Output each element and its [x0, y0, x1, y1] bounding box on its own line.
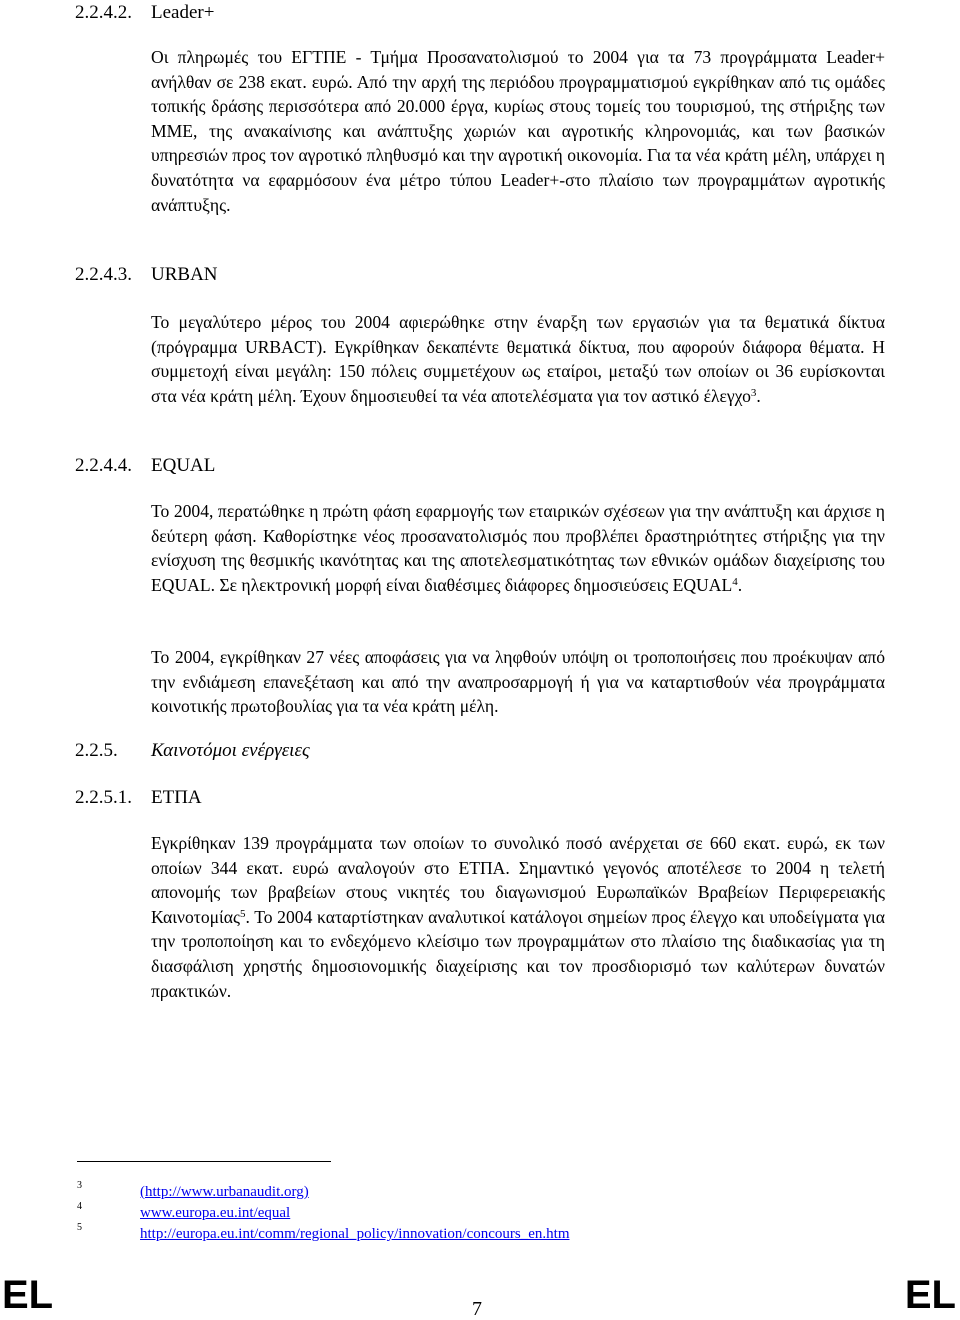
footnote-number: 4: [77, 1201, 82, 1212]
footnote-ref-4: 4: [732, 575, 738, 588]
footnote-separator: [77, 1161, 331, 1162]
section-title: Καινοτόμοι ενέργειες: [151, 740, 310, 761]
section-title: EQUAL: [151, 455, 216, 476]
section-heading-equal: [75, 454, 215, 478]
paragraph-etpa: Εγκρίθηκαν 139 προγράμματα των οποίων το συνολικό ποσό ανέρχεται σε 660 εκατ. ευρώ, εκ των οποίων 344 εκατ. ευρώ αναλογούν στο ΕΤΠΑ. Σημαντικό γεγονός αποτέλεσε το 2004 η τελετή απονομής των βραβείων στους νικητές του διαγωνισμού Ευρωπαϊκών Βραβείων Περιφερειακής Καινοτομίας$^5$. Το 2004 καταρτίστηκαν αναλυτικοί κατάλογοι σημείων προς έλεγχο και υποδείγματα για την τροποποίηση και το ενδεχόμενο κλείσιμο των προγραμμάτων στο πλαίσιο της διαδικασίας για τη διασφάλιση χρηστής δημοσιονομικής διαχείρισης και τον προσδιορισμό των καλύτερων δυνατών πρακτικών.: [151, 833, 885, 1001]
language-code-right: EL: [904, 1273, 956, 1317]
footnote-link[interactable]: (http://www.urbanaudit.org): [140, 1184, 309, 1200]
footnote-link[interactable]: www.europa.eu.int/equal: [140, 1205, 291, 1221]
section-number: 2.2.4.2.: [75, 2, 132, 23]
paragraph-equal-1: Το 2004, περατώθηκε η πρώτη φάση εφαρμογής των εταιρικών σχέσεων για την ανάπτυξη και άρχισε η δεύτερη φάση. Καθορίστηκε νέος προσανατολισμός που προβλέπει δραστηριότητες στήριξης για την ενίσχυση της θεσμικής ικανότητας και της αποτελεσματικότητας των εθνικών ομάδων διαχείρισης του EQUAL. Σε ηλεκτρονική μορφή είναι διαθέσιμες διάφορες δημοσιεύσεις EQUAL$^4$.: [151, 501, 885, 595]
section-heading-etpa: [75, 786, 202, 810]
paragraph-equal-2: Το 2004, εγκρίθηκαν 27 νέες αποφάσεις για να ληφθούν υπόψη οι τροποποιήσεις που προέκυψαν από την ενδιάμεση επανεξέταση και από την αναπροσαρμογή ή για να καταρτισθούν νέα προγράμματα κοινοτικής πρωτοβουλίας για τα νέα κράτη μέλη.: [151, 647, 885, 717]
section-heading-urban: [75, 263, 218, 287]
paragraph-leader: Οι πληρωμές του ΕΓΤΠΕ - Τμήμα Προσανατολισμού το 2004 για τα 73 προγράμματα Leader+ ανήλθαν σε 238 εκατ. ευρώ. Από την αρχή της περιόδου προγραμματισμού εγκρίθηκαν από τις ομάδες τοπικής δράσης περισσότερα από 20.000 έργα, κυρίως στους τομείς του τουρισμού, της στήριξης των ΜΜΕ, της ανακαίνισης και ανάπτυξης χωριών και αγροτικής κληρονομιάς, και των βασικών υπηρεσιών προς τον αγροτικό πληθυσμό και την αγροτική οικονομία. Για τα νέα κράτη μέλη, υπάρχει η δυνατότητα να εφαρμόσουν ένα μέτρο τύπου Leader+-στο πλαίσιο των προγραμμάτων αγροτικής ανάπτυξης.: [151, 47, 885, 215]
language-code-left: EL: [2, 1273, 54, 1317]
section-heading-leader: [75, 1, 214, 25]
section-title: ΕΤΠΑ: [151, 787, 202, 808]
section-heading-innovative: [75, 739, 310, 763]
section-title: URBAN: [151, 264, 218, 285]
paragraph-urban: Το μεγαλύτερο μέρος του 2004 αφιερώθηκε στην έναρξη των εργασιών για τα θεματικά δίκτυα (πρόγραμμα URBACT). Εγκρίθηκαν δεκαπέντε θεματικά δίκτυα, που αφορούν διάφορα θέματα. Η συμμετοχή είναι μεγάλη: 150 πόλεις συμμετέχουν ως εταίροι, μεταξύ των οποίων οι 36 ευρίσκονται στα νέα κράτη μέλη. Έχουν δημοσιευθεί τα νέα αποτελέσματα για τον αστικό έλεγχο$^3$.: [151, 312, 885, 406]
section-number: 2.2.5.: [75, 740, 118, 761]
footnote-link[interactable]: http://europa.eu.int/comm/regional_policy/innovation/concours_en.htm: [140, 1226, 570, 1242]
footnote-ref-5: 5: [239, 907, 246, 920]
footnote-ref-3: 3: [750, 386, 757, 399]
footnote-number: 5: [77, 1222, 82, 1233]
section-title: Leader+: [151, 2, 215, 23]
section-number: 2.2.4.3.: [75, 264, 132, 285]
footnote-number: 3: [77, 1180, 82, 1191]
page-number: 7: [472, 1298, 482, 1320]
section-number: 2.2.4.4.: [75, 455, 132, 476]
section-number: 2.2.5.1.: [75, 787, 132, 808]
